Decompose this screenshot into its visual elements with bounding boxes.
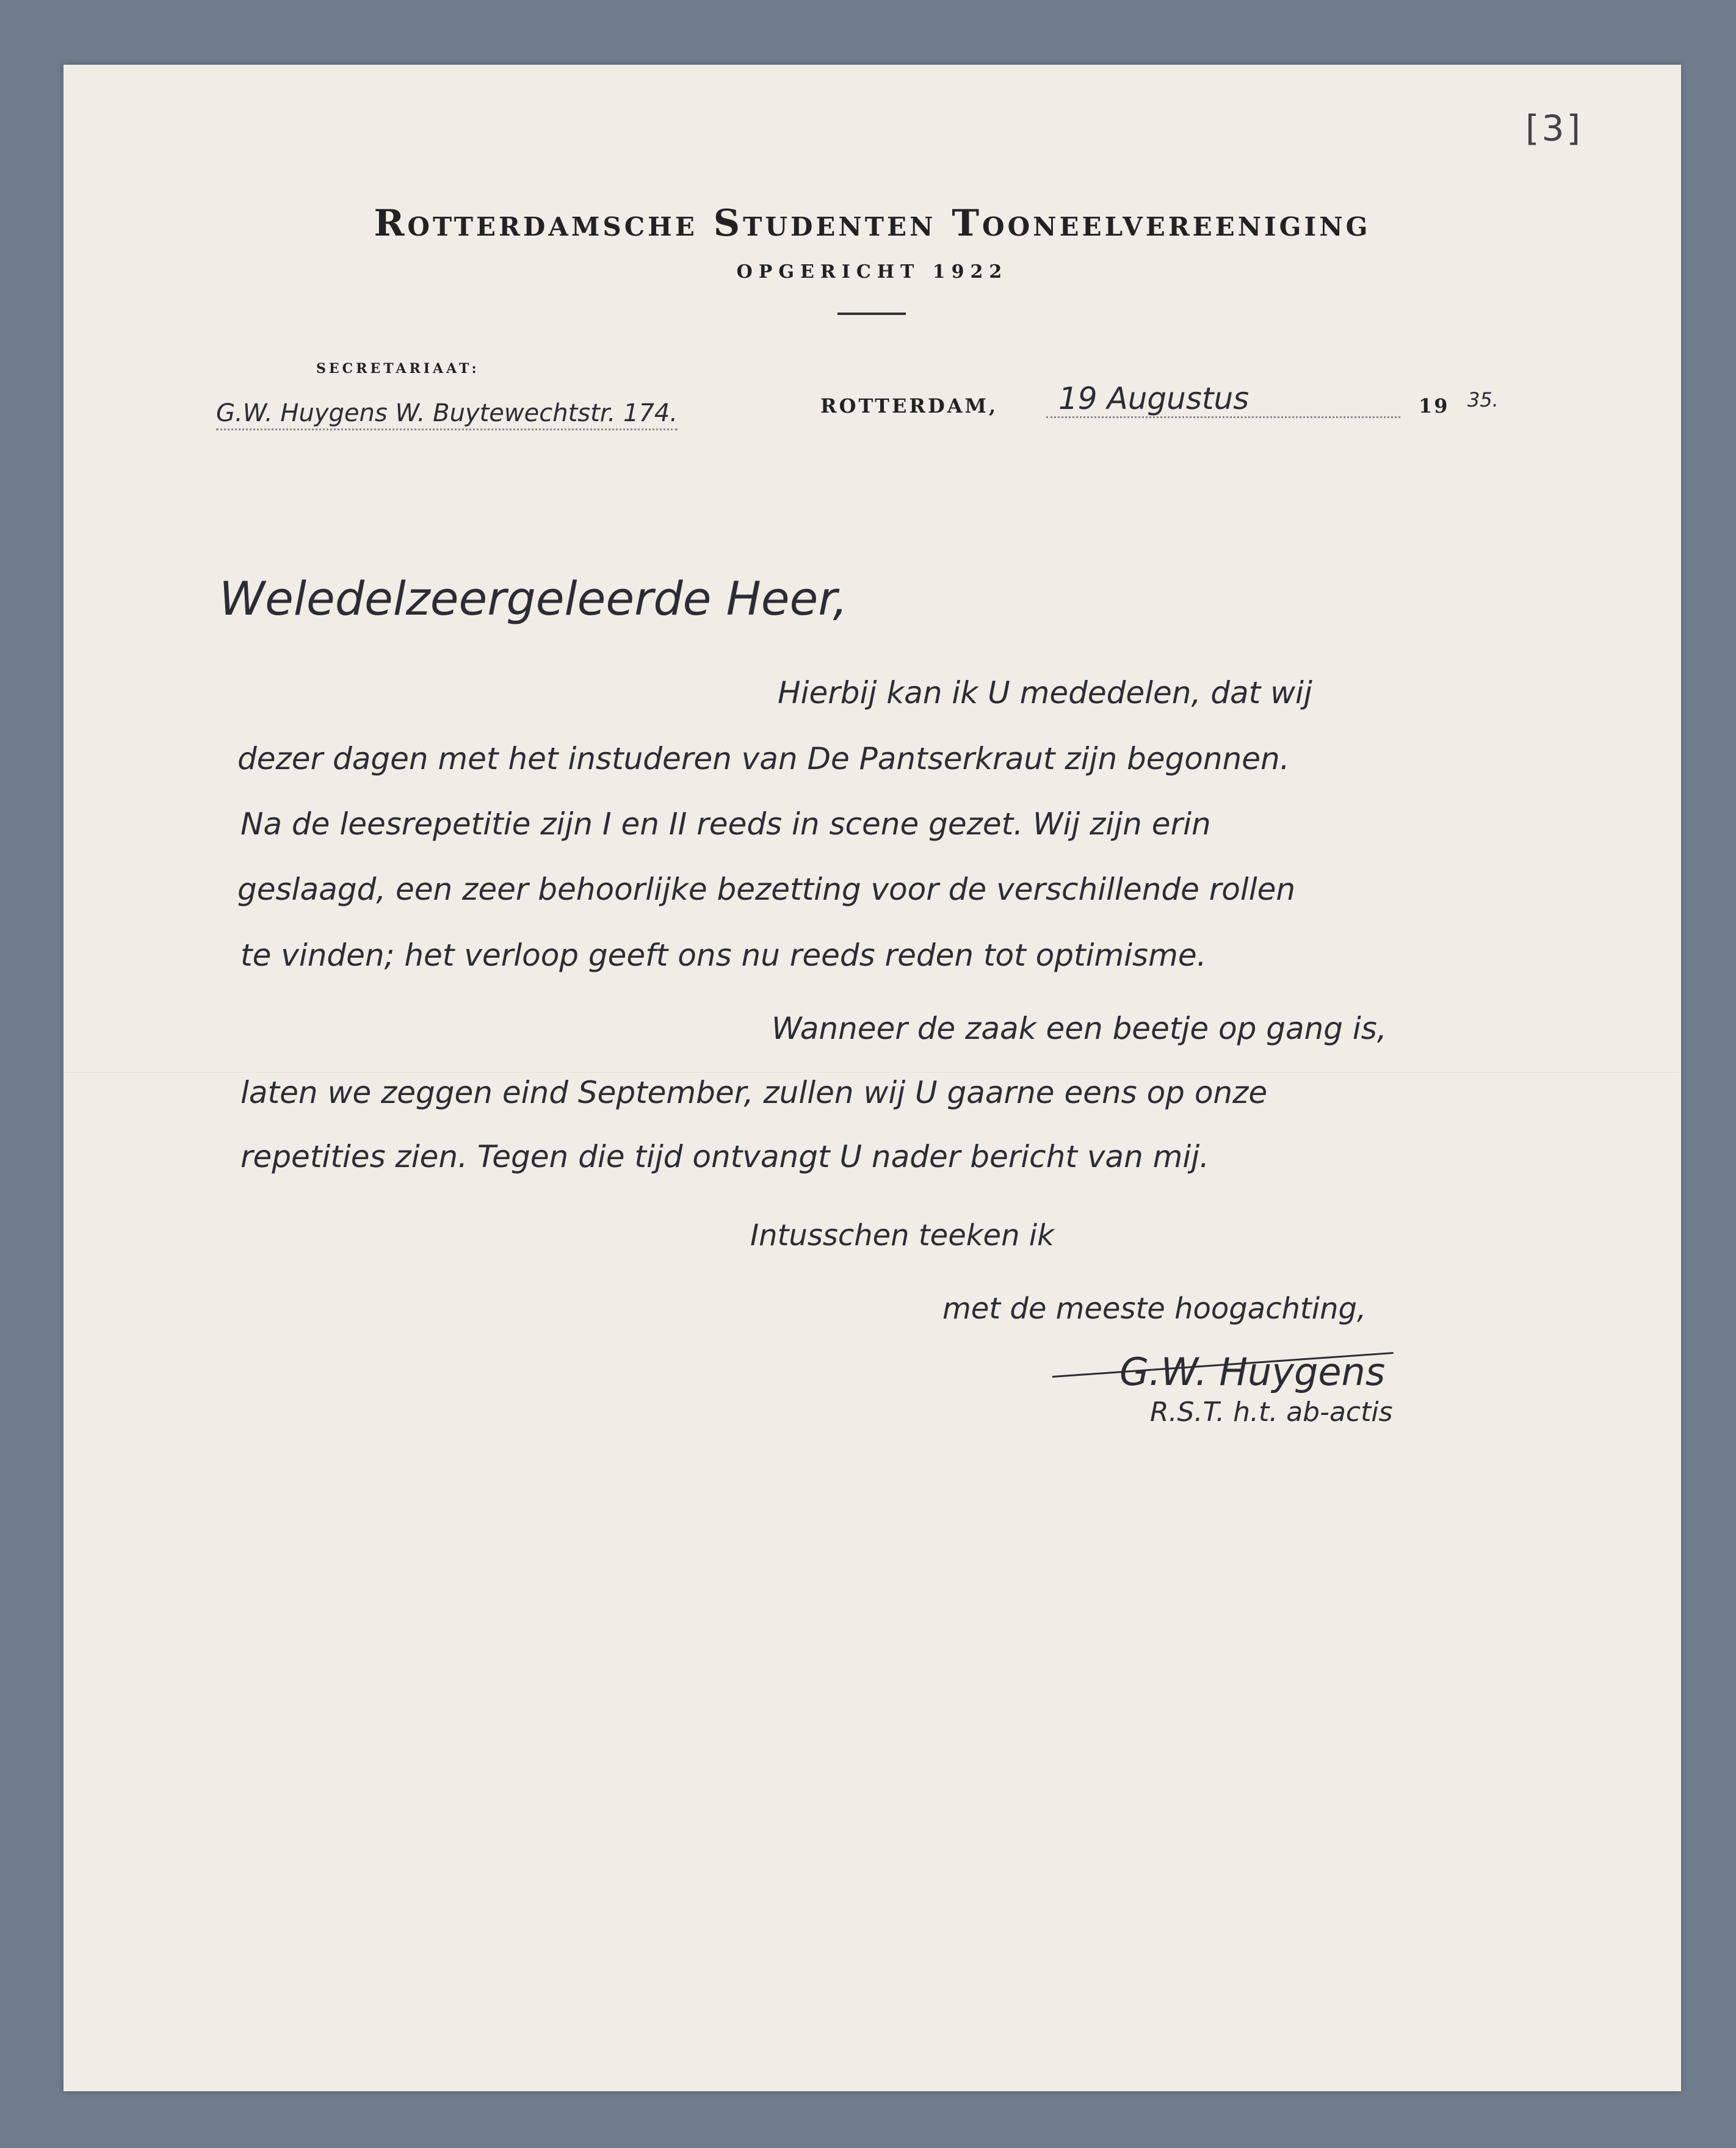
letterhead-title: Rotterdamsche Studenten Tooneelvereeniging bbox=[374, 202, 1371, 245]
signature-title: R.S.T. h.t. ab-actis bbox=[1150, 1397, 1393, 1428]
year-prefix: 19 bbox=[1419, 394, 1450, 418]
fold-crease bbox=[63, 1072, 1681, 1074]
closing-greeting: met de meeste hoogachting, bbox=[942, 1292, 1367, 1326]
letterhead-subtitle: OPGERICHT 1922 bbox=[736, 261, 1008, 283]
archive-number: [3] bbox=[1525, 107, 1583, 149]
body-line: Hierbij kan ik U mededelen, dat wij bbox=[778, 675, 1312, 711]
letterhead-divider bbox=[837, 313, 906, 315]
year-suffix: 35. bbox=[1467, 388, 1499, 411]
body-line: dezer dagen met het instuderen van De Pantserkraut zijn begonnen. bbox=[237, 741, 1290, 776]
body-line: Wanneer de zaak een beetje op gang is, bbox=[772, 1011, 1387, 1046]
closing-line: Intusschen teeken ik bbox=[750, 1218, 1054, 1253]
body-line: laten we zeggen eind September, zullen wij U gaarne eens op onze bbox=[241, 1075, 1268, 1110]
date-day-month: 19 Augustus bbox=[1058, 381, 1250, 416]
secretariat-label: SECRETARIAAT: bbox=[316, 361, 480, 377]
salutation: Weledelzeergeleerde Heer, bbox=[219, 571, 848, 626]
letter-paper bbox=[63, 65, 1681, 2091]
body-line: te vinden; het verloop geeft ons nu reeds reden tot optimisme. bbox=[241, 938, 1207, 973]
body-line: geslaagd, een zeer behoorlijke bezetting voor de verschillende rollen bbox=[237, 872, 1296, 907]
secretariat-address: G.W. Huygens W. Buytewechtstr. 174. bbox=[216, 399, 678, 430]
body-line: repetities zien. Tegen die tijd ontvangt U nader bericht van mij. bbox=[241, 1139, 1210, 1174]
city-label: ROTTERDAM, bbox=[820, 394, 999, 418]
date-field bbox=[1046, 382, 1400, 418]
signature: G.W. Huygens bbox=[1119, 1350, 1386, 1394]
body-line: Na de leesrepetitie zijn I en II reeds in scene gezet. Wij zijn erin bbox=[241, 806, 1211, 842]
